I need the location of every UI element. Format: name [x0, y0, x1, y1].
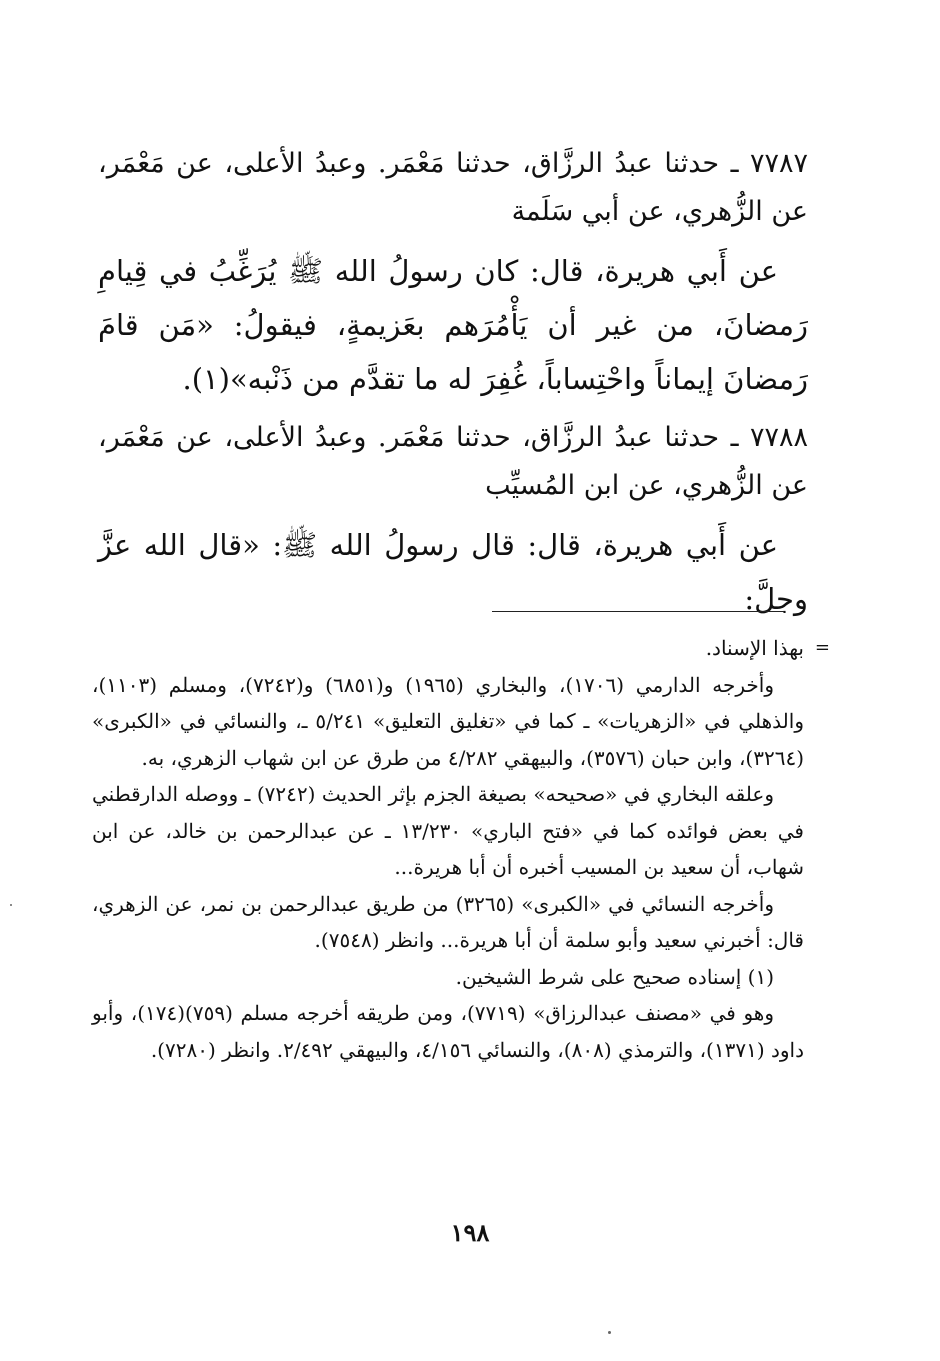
footnote-paragraph: وهو في «مصنف عبدالرزاق» (٧٧١٩)، ومن طريقه أخرجه مسلم (٧٥٩)(١٧٤)، وأبو داود (١٣٧١)، والترمذي (٨٠٨)، والنسائي ٤/١٥٦، والبيهقي ٢/٤٩٢. وانظر (٧٢٨٠). — [92, 1001, 804, 1062]
main-text — [98, 140, 808, 634]
footnote-paragraph: وأخرجه النسائي في «الكبرى» (٣٢٦٥) من طريق عبدالرحمن بن نمر، عن الزهري، قال: أخبرني سعيد وأبو سلمة أن أبا هريرة... وانظر (٧٥٤٨). — [92, 891, 804, 952]
hadith-7788-matn: عن أَبي هريرة، قال: قال رسولُ الله ﷺ: «قال الله عزَّ وجلَّ: — [98, 528, 808, 616]
footnotes — [92, 630, 830, 1068]
hadith-7788-isnad: ٧٧٨٨ ـ حدثنا عبدُ الرزَّاق، حدثنا مَعْمَر. وعبدُ الأعلى، عن مَعْمَر، عن الزُّهري، عن ابن المُسيِّب — [98, 422, 808, 501]
footnote-paragraph: وأخرجه الدارمي (١٧٠٦)، والبخاري (١٩٦٥) و(٦٨٥١) و(٧٢٤٢)، ومسلم (١١٠٣)، والذهلي في «الزهريات» ـ كما في «تغليق التعليق» ٥/٢٤١ ـ، والنسائي في «الكبرى» (٣٢٦٤)، وابن حبان (٣٥٧٦)، والبيهقي ٤/٢٨٢ من طرق عن ابن شهاب الزهري، به. — [92, 672, 804, 770]
scan-speck — [608, 1331, 611, 1334]
scan-speck — [10, 904, 12, 906]
footnote-1: (١) إسناده صحيح على شرط الشيخين. — [455, 964, 774, 989]
footnote-paragraph: وعلقه البخاري في «صحيحه» بصيغة الجزم بإثر الحديث (٧٢٤٢) ـ ووصله الدارقطني في بعض فوائده كما في «فتح الباري» ١٣/٢٣٠ ـ عن عبدالرحمن بن خالد، عن ابن شهاب، أن سعيد بن المسيب أخبره أن أبا هريرة... — [92, 782, 804, 879]
continuation-mark: = — [814, 637, 830, 658]
footnote-separator — [492, 611, 784, 612]
hadith-7787-matn: عن أَبي هريرة، قال: كان رسولُ الله ﷺ يُرَغِّبُ في قِيامِ رَمضانَ، من غير أن يَأْمُرَهم بعَزيمةٍ، فيقولُ: «مَن قامَ رَمضانَ إيماناً واحْتِساباً، غُفِرَ له ما تقدَّم من ذَنْبه»(١). — [98, 254, 808, 396]
hadith-7787-isnad: ٧٧٨٧ ـ حدثنا عبدُ الرزَّاق، حدثنا مَعْمَر. وعبدُ الأعلى، عن مَعْمَر، عن الزُّهري، عن أبي سَلَمة — [98, 148, 808, 227]
footnote-continuation — [92, 630, 830, 667]
footnote-text: بهذا الإسناد. — [705, 636, 804, 660]
page-number: ١٩٨ — [450, 1218, 490, 1247]
